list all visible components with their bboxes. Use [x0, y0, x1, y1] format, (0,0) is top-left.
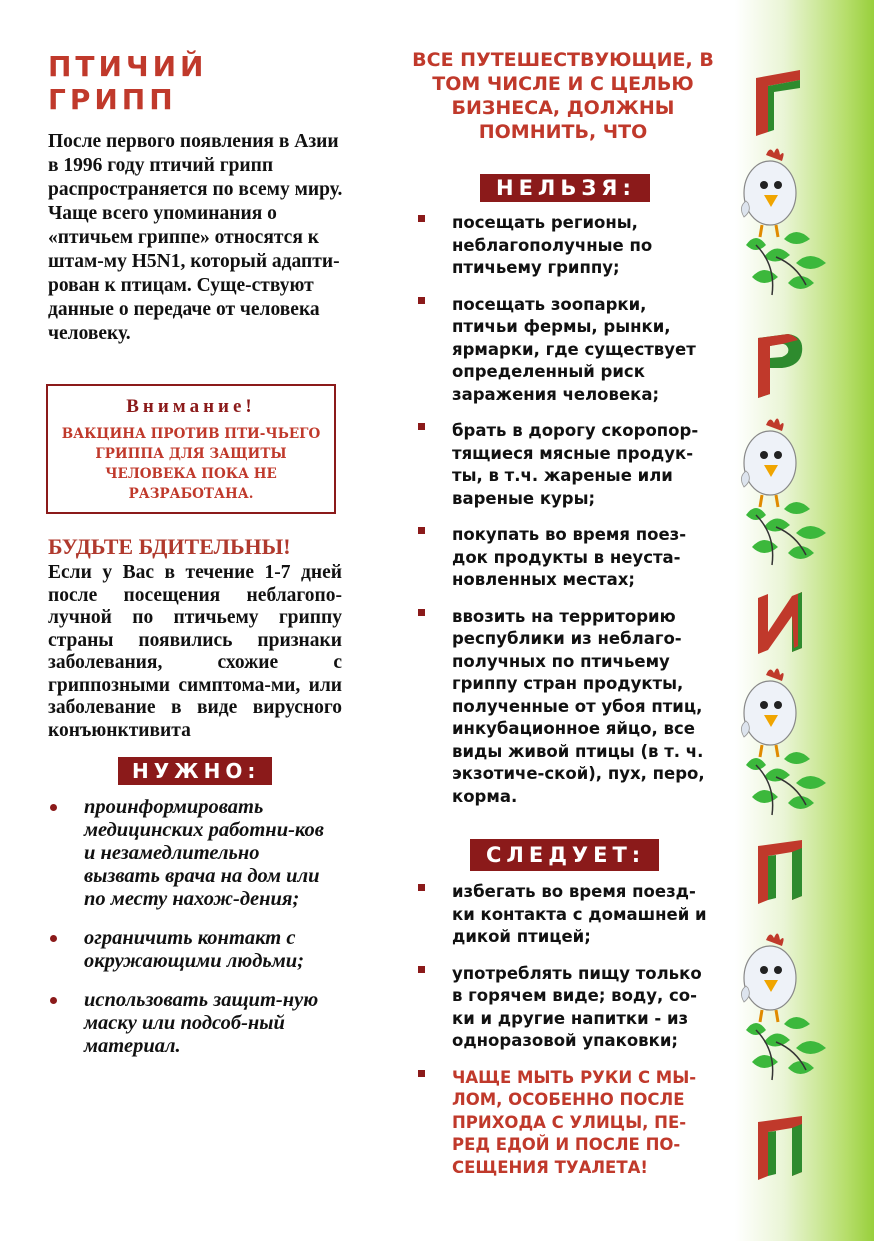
warning-text: ВАКЦИНА ПРОТИВ ПТИ-ЧЬЕГО ГРИППА ДЛЯ ЗАЩИТЫ ЧЕЛОВЕКА ПОКА НЕ РАЗРАБОТАНА.: [61, 426, 321, 502]
list-item: использовать защит-ную маску или подсоб-ный материал.: [48, 989, 340, 1058]
page-title: ПТИЧИЙ ГРИПП: [48, 50, 208, 116]
vigilance-title: БУДЬТЕ БДИТЕЛЬНЫ!: [48, 534, 291, 559]
rooster-icon: [736, 415, 836, 575]
vigilance-text: Если у Вас в течение 1-7 дней после посещения неблагопо-лучной по птичьему гриппу страны появились признаки заболевания, схожие с гриппозными симптома-ми, или заболевание в виде вирусного конъюнктивита: [48, 562, 342, 741]
list-item: посещать зоопарки, птичьи фермы, рынки, ярмарки, где существует определенный риск заражения человека;: [416, 294, 716, 407]
list-item: брать в дорогу скоропор-тящиеся мясные продук-ты, в т.ч. жареные или вареные куры;: [416, 420, 716, 510]
left-column: [48, 50, 343, 346]
should-badge: СЛЕДУЕТ:: [470, 839, 659, 871]
letter-p-icon: [752, 836, 808, 908]
rooster-icon: [736, 665, 836, 825]
forbid-badge: НЕЛЬЗЯ:: [480, 174, 650, 202]
forbid-list: [416, 212, 716, 822]
intro-paragraph: После первого появления в Азии в 1996 году птичий грипп распространяется по всему миру. Чаще всего упоминания о «птичьем гриппе» относятся к штам-му H5N1, который адапти-рован к птицам. Суще-ствуют данные о передаче от человека человеку.: [48, 131, 343, 344]
vigilance-section: [48, 534, 342, 742]
list-item: употреблять пищу только в горячем виде; воду, со-ки и другие напитки - из одноразовой упаковки;: [416, 963, 716, 1053]
need-badge: НУЖНО:: [118, 757, 272, 785]
list-item: посещать регионы, неблагополучные по птичьему гриппу;: [416, 212, 716, 280]
letter-i-icon: [752, 588, 808, 660]
list-item: ограничить контакт с окружающими людьми;: [48, 927, 340, 973]
letter-g-icon: [752, 68, 808, 140]
warning-box: [46, 384, 336, 514]
need-list: [48, 796, 340, 1074]
should-list: [416, 881, 716, 1193]
warning-title: Внимание!: [126, 396, 256, 417]
handwash-highlight: ЧАЩЕ МЫТЬ РУКИ С МЫ-ЛОМ, ОСОБЕННО ПОСЛЕ ПРИХОДА С УЛИЦЫ, ПЕ-РЕД ЕДОЙ И ПОСЛЕ ПО-СЕЩЕНИЯ ТУАЛЕТА!: [416, 1067, 716, 1180]
list-item: избегать во время поезд-ки контакта с домашней и дикой птицей;: [416, 881, 716, 949]
list-item: проинформировать медицинских работни-ков и незамедлительно вызвать врача на дом или по месту нахож-дения;: [48, 796, 340, 911]
rooster-icon: [736, 930, 836, 1090]
rooster-icon: [736, 145, 836, 305]
list-item: покупать во время поез-док продукты в неуста-новленных местах;: [416, 524, 716, 592]
travel-heading: ВСЕ ПУТЕШЕСТВУЮЩИЕ, В ТОМ ЧИСЛЕ И С ЦЕЛЬЮ БИЗНЕСА, ДОЛЖНЫ ПОМНИТЬ, ЧТО: [412, 49, 714, 143]
letter-r-icon: [752, 330, 808, 402]
letter-p-icon: [752, 1112, 808, 1184]
list-item: ввозить на территорию республики из неблаго-получных по птичьему гриппу стран продукты, полученные от убоя птиц, инкубационное яйцо, все виды живой птицы (в т. ч. экзотиче-ской), пух, перо, корма.: [416, 606, 716, 809]
